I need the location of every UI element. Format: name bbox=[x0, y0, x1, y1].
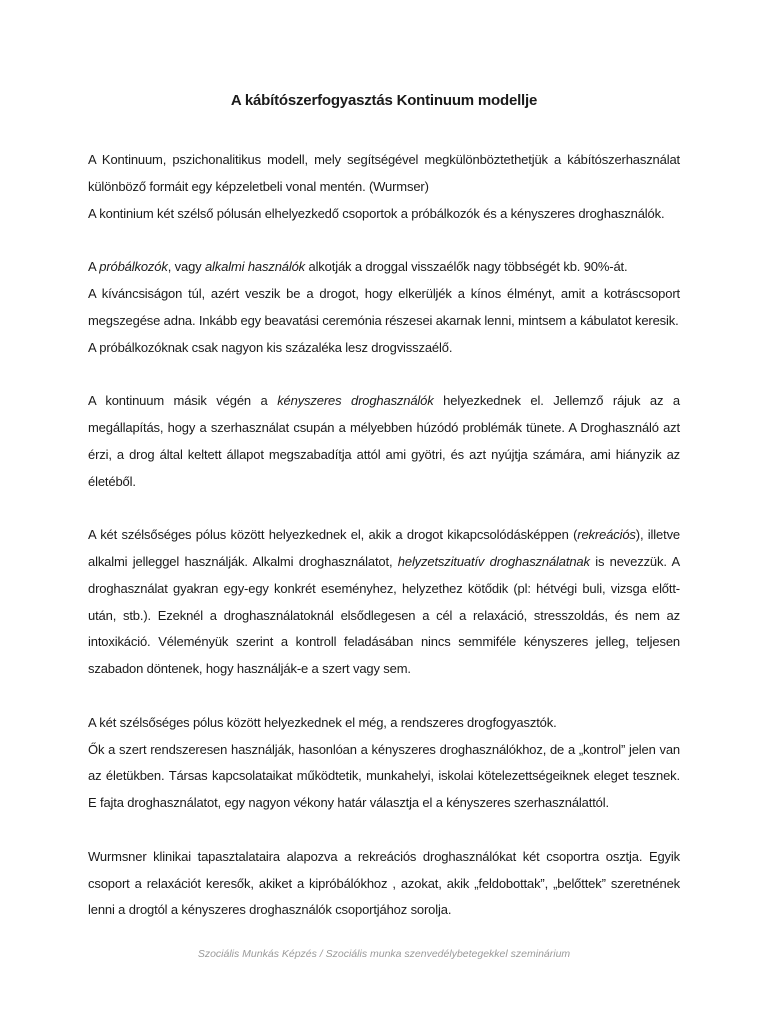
emphasis-rekreacios: rekreációs bbox=[577, 527, 636, 543]
text-run: A kontinuum másik végén a bbox=[88, 393, 278, 409]
text-run: A bbox=[88, 259, 100, 275]
paragraph-rekreacios bbox=[88, 522, 680, 683]
text-run: alkotják a droggal visszaélők nagy többségét kb. 90%-át. bbox=[305, 259, 628, 275]
text-run: , vagy bbox=[167, 259, 205, 275]
paragraph-probalkozok-s2: A kíváncsiságon túl, azért veszik be a drogot, hogy elkerüljék a kínos élményt, amit a kotráscsoport megszegése adna. Inkább egy beavatási ceremónia részesei akarnak lenni, mintsem a kábulatot keresik. bbox=[88, 285, 680, 328]
text-run: ), illetve alkalmi jelleggel használják. Alkalmi droghasználatot, bbox=[88, 527, 680, 569]
text-run: A két szélsőséges pólus között helyezkednek el, akik a drogot kikapcsolódásképpen ( bbox=[88, 527, 578, 543]
paragraph-probalkozok-s1 bbox=[88, 254, 680, 281]
emphasis-kenyszeres-droghasznalok: kényszeres droghasználók bbox=[277, 393, 434, 409]
paragraph-intro-line1: A Kontinuum, pszichonalitikus modell, mely segítségével megkülönböztethetjük a kábítószerhasználat különböző formáit egy képzeletbeli vonal mentén. (Wurmser) bbox=[88, 152, 680, 194]
paragraph-kenyszeres bbox=[88, 388, 680, 495]
paragraph-intro-line2: A kontinium két szélső pólusán elhelyezkedő csoportok a próbálkozók és a kényszeres droghasználók. bbox=[88, 205, 665, 221]
paragraph-probalkozok-s3: A próbálkozóknak csak nagyon kis százaléka lesz drogvisszaélő. bbox=[88, 339, 453, 355]
paragraph-wurmsner: Wurmsner klinikai tapasztalataira alapozva a rekreációs droghasználókat két csoportra osztja. Egyik csoport a relaxációt keresők, akiket a kipróbálókhoz , azokat, akik „feldobottak”, „belőttek” szeretnének lenni a drogtól a kényszeres droghasználók csoportjához sorolja. bbox=[88, 848, 680, 918]
emphasis-probalkozok: próbálkozók bbox=[99, 259, 168, 275]
text-run: is nevezzük. A droghasználat gyakran egy-egy konkrét eseményhez, helyzethez kötődik (pl: hétvégi buli, vizsga előtt-után, stb.). Ezeknél a droghasználatoknál elsődlegesen a cél a relaxáció, stresszoldás, és nem az intoxikáció. Véleményük szerint a kontroll feladásában nincs semmiféle kényszeres jelleg, teljesen szabadon döntenek, hogy használják-e a szert vagy sem. bbox=[88, 553, 680, 677]
text-run: helyezkednek el. Jellemző rájuk az a megállapítás, hogy a szerhasználat csupán a mélyebben húzódó problémák tünete. A Droghasználó azt érzi, a drog által keltett állapot megszabadítja attól ami gyötri, és azt nyújtja számára, ami hiányzik az életéből. bbox=[88, 393, 680, 489]
paragraph-rendszeres-line1: A két szélsőséges pólus között helyezkednek el még, a rendszeres drogfogyasztók. bbox=[88, 714, 557, 730]
emphasis-alkalmi-hasznalok: alkalmi használók bbox=[204, 259, 306, 275]
paragraph-rendszeres-line2: Ők a szert rendszeresen használják, hasonlóan a kényszeres droghasználókhoz, de a „kontrol” jelen van az életükben. Társas kapcsolataikat működtetik, munkahelyi, iskolai kötelezettségeiknek eleget tesznek. E fajta droghasználatot, egy nagyon vékony határ választja el a kényszeres szerhasználattól. bbox=[88, 741, 680, 811]
emphasis-helyzetszituativ: helyzetszituatív droghasználatnak bbox=[397, 553, 590, 569]
page-footer: Szociális Munkás Képzés / Szociális munka szenvedélybetegekkel szeminárium bbox=[197, 948, 571, 960]
document-body bbox=[88, 147, 680, 951]
document-title: A kábítószerfogyasztás Kontinuum modellje bbox=[230, 92, 538, 109]
